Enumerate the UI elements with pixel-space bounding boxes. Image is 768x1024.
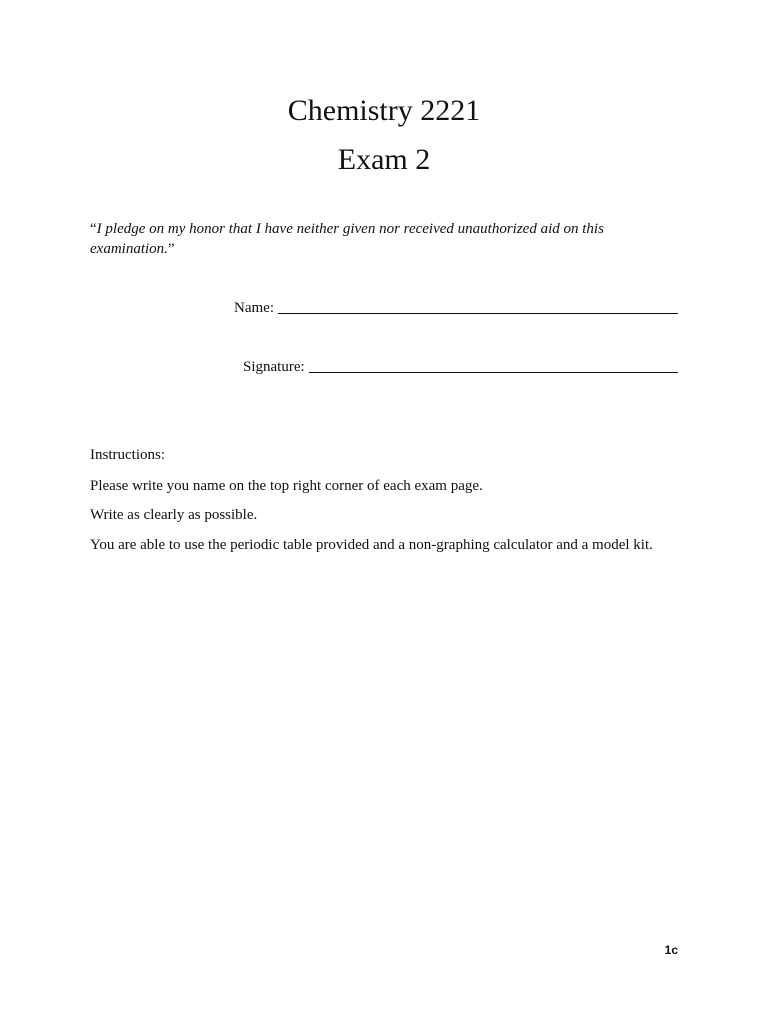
instruction-item: Write as clearly as possible. xyxy=(90,507,258,523)
exam-title: Exam 2 xyxy=(337,143,431,176)
signature-label: Signature: xyxy=(243,359,305,375)
signature-field xyxy=(243,357,678,377)
course-title: Chemistry 2221 xyxy=(287,94,481,127)
name-field xyxy=(234,298,678,318)
signature-blank-line[interactable] xyxy=(309,358,678,373)
page-number: 1c xyxy=(664,943,678,957)
name-blank-line[interactable] xyxy=(278,299,678,314)
pledge-open-quote: “ xyxy=(90,221,97,237)
instructions-heading: Instructions: xyxy=(90,447,165,463)
honor-pledge xyxy=(90,219,680,259)
pledge-close-quote: ” xyxy=(167,241,175,257)
instruction-item: Please write you name on the top right corner of each exam page. xyxy=(90,478,483,494)
instruction-item: You are able to use the periodic table provided and a non-graphing calculator and a model kit. xyxy=(90,537,653,553)
pledge-text: I pledge on my honor that I have neither given nor received unauthorized aid on this examination. xyxy=(90,221,604,257)
name-label: Name: xyxy=(234,300,274,316)
